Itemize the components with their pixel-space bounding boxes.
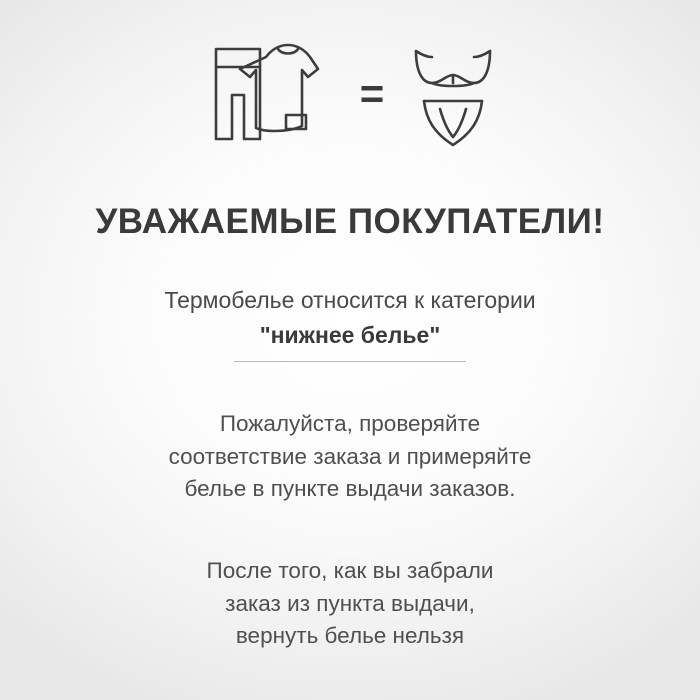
thermal-underwear-set-icon	[204, 39, 334, 149]
paragraph-2-line-3: вернуть белье нельзя	[235, 623, 465, 649]
lead-line-1: Термобелье относится к категории	[164, 287, 536, 313]
page-title: УВАЖАЕМЫЕ ПОКУПАТЕЛИ!	[95, 202, 605, 241]
paragraph-2-line-1: После того, как вы забрали	[206, 558, 494, 584]
paragraph-check-order	[169, 408, 532, 505]
divider	[234, 361, 466, 362]
paragraph-1-line-2: соответствие заказа и примеряйте	[168, 443, 532, 469]
paragraph-2-line-2: заказ из пункта выдачи,	[225, 590, 475, 616]
paragraph-1-line-3: белье в пункте выдачи заказов.	[184, 476, 516, 502]
lead-text	[164, 284, 535, 362]
equals-sign: =	[359, 70, 385, 117]
bra-and-panties-icon	[410, 39, 496, 149]
paragraph-no-return	[207, 555, 494, 652]
paragraph-1-line-1: Пожалуйста, проверяйте	[219, 411, 481, 437]
lead-emphasis: "нижнее белье"	[259, 321, 441, 348]
icon-row	[204, 34, 497, 154]
